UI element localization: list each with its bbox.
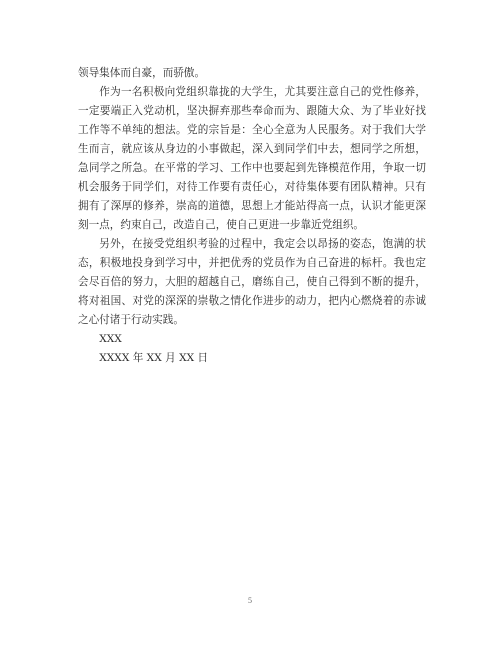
- document-body: [78, 64, 426, 368]
- paragraph-3: 另外，在接受党组织考验的过程中，我定会以昂扬的姿态，饱满的状态，积极地投身到学习中，并把优秀的党员作为自己奋进的标杆。我也定会尽百倍的努力，大胆的超越自己，磨练自己，使自己得到不断的提升，将对祖国、对党的深深的崇敬之情化作进步的动力，把内心燃烧着的赤诚之心付诸于行动实践。: [78, 238, 426, 326]
- signature-name: XXX: [99, 333, 122, 345]
- paragraph-1: 领导集体而自豪，而骄傲。: [78, 67, 206, 79]
- page-number: 5: [248, 596, 252, 605]
- signature-date: XXXX 年 XX 月 XX 日: [99, 352, 209, 364]
- paragraph-2: 作为一名积极向党组织靠拢的大学生，尤其要注意自己的党性修养，一定要端正入党动机，坚决摒弃那些奉命而为、跟随大众、为了毕业好找工作等不单纯的想法。党的宗旨是：全心全意为人民服务。对于我们大学生而言，就应该从身边的小事做起，深入到同学们中去，想同学之所想，急同学之所急。在平常的学习、工作中也要起到先锋模范作用，争取一切机会服务于同学们，对待工作要有责任心，对待集体要有团队精神。只有拥有了深厚的修养，崇高的道德，思想上才能站得高一点，认识才能更深刻一点，约束自己，改造自己，使自己更进一步靠近党组织。: [78, 86, 426, 231]
